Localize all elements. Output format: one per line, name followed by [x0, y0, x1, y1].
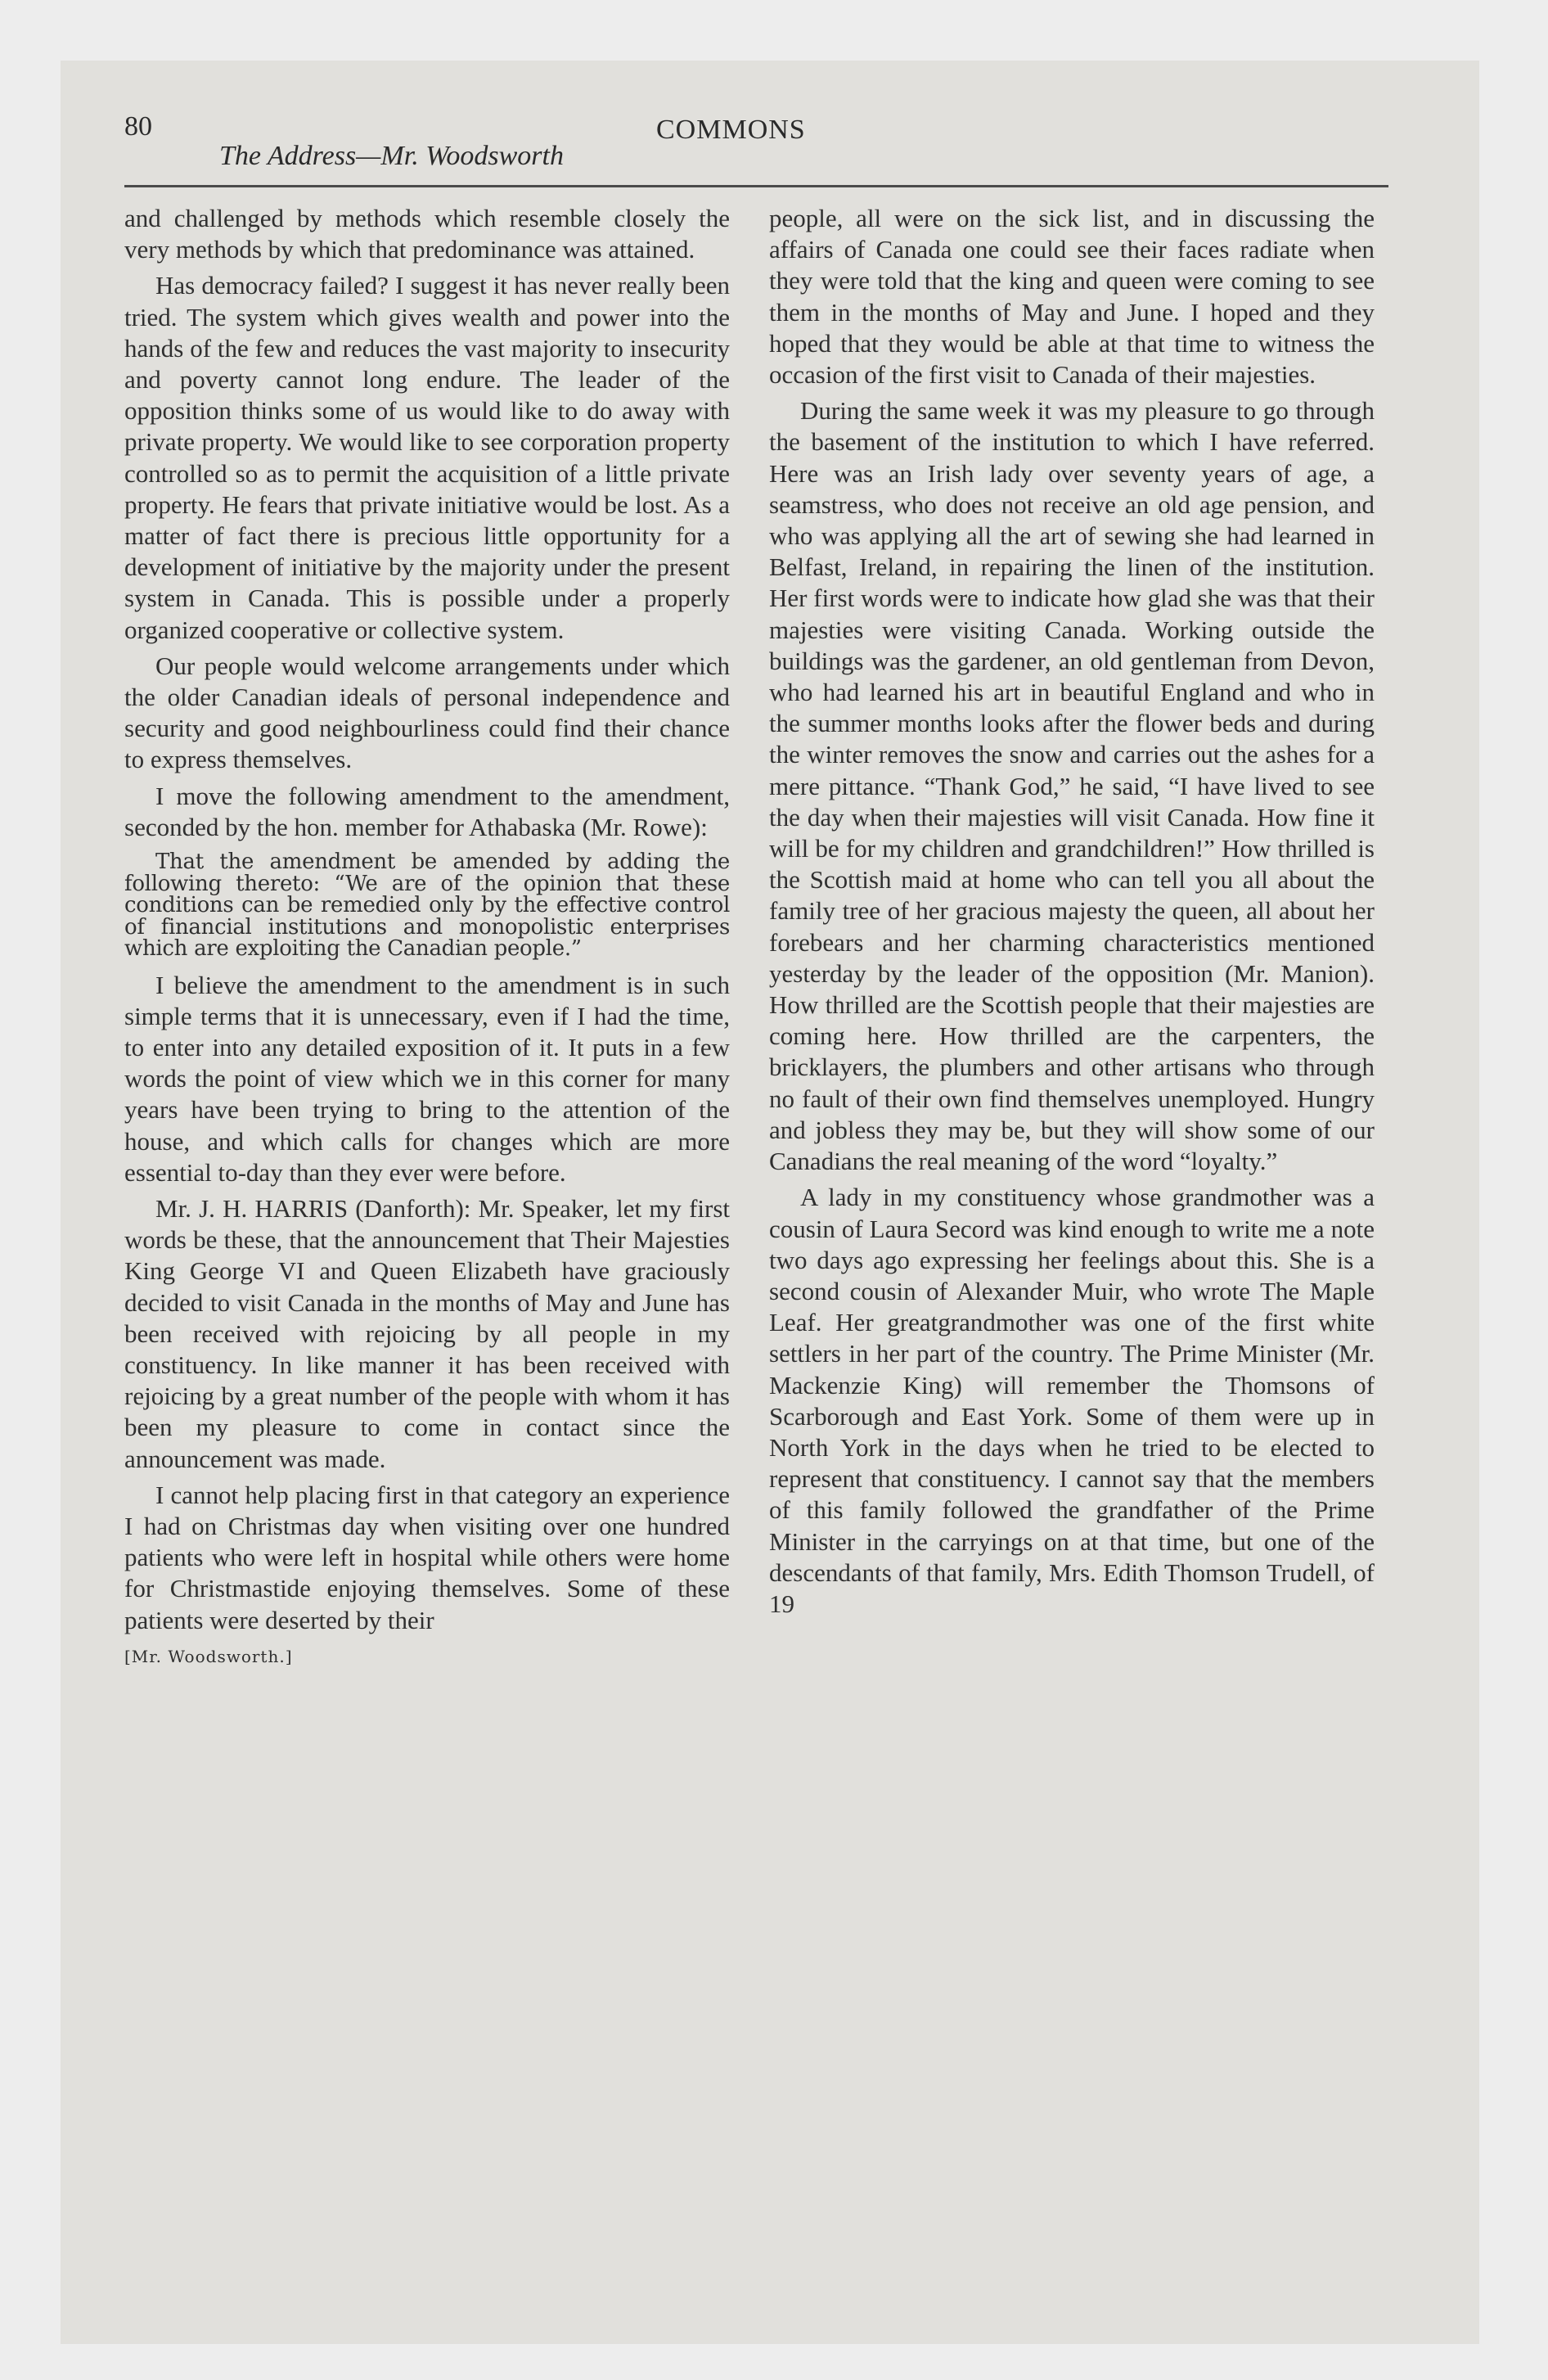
amendment-quote: That the amendment be amended by adding the following thereto: “We are of the opinion that these conditions can be remedied only by the effective control of financial institutions and monopolistic enterprises which are exploiting the Canadian people.”	[124, 850, 730, 962]
running-head: The Address—Mr. Woodsworth	[219, 141, 564, 171]
paragraph: A lady in my constituency whose grandmother was a cousin of Laura Secord was kind enough to write me a note two days ago expressing her feelings about this. She is a second cousin of Alexander Muir, who wrote The Maple Leaf. Her greatgrandmother was one of the first white settlers in her part of the country. The Prime Minister (Mr. Mackenzie King) will remember the Thomsons of Scarborough and East York. Some of them were up in North York in the days when he tried to be elected to represent that constituency. I cannot say that the members of this family followed the grandfather of the Prime Minister in the carryings on at that time, but one of the descendants of that family, Mrs. Edith Thomson Trudell, of 19	[769, 1183, 1375, 1618]
paragraph: people, all were on the sick list, and in discussing the affairs of Canada one could see their faces radiate when they were told that the king and queen were coming to see them in the months of May and June. I hoped and they hoped that they would be able at that time to witness the occasion of the first visit to Canada of their majesties.	[769, 204, 1375, 390]
page-header	[124, 106, 1388, 172]
paragraph: Mr. J. H. HARRIS (Danforth): Mr. Speaker, let my first words be these, that the announcement that Their Majesties King George VI and Queen Elizabeth have graciously decided to visit Canada in the months of May and June has been received with rejoicing by all people in my constituency. In like manner it has been received with rejoicing by a great number of the people with whom it has been my pleasure to come in contact since the announcement was made.	[124, 1193, 730, 1473]
paragraph: Has democracy failed? I suggest it has never really been tried. The system which gives wealth and power into the hands of the few and reduces the vast majority to insecurity and poverty cannot long endure. The leader of the opposition thinks some of us would like to do away with private property. We would like to see corporation property controlled so as to permit the acquisition of a little private property. He fears that private initiative would be lost. As a matter of fact there is precious little opportunity for a development of initiative by the majority under the present system in Canada. This is possible under a properly organized cooperative or collective system.	[124, 271, 730, 644]
left-column	[124, 203, 730, 1672]
paragraph: Our people would welcome arrangements under which the older Canadian ideals of personal independence and security and good neighbourliness could find their chance to express themselves.	[124, 651, 730, 774]
paragraph: I move the following amendment to the amendment, seconded by the hon. member for Athabaska (Mr. Rowe):	[124, 781, 730, 841]
paragraph: During the same week it was my pleasure to go through the basement of the institution to which I have referred. Here was an Irish lady over seventy years of age, a seamstress, who does not receive an old age pension, and who was applying all the art of sewing she had learned in Belfast, Ireland, in repairing the linen of the institution. Her first words were to indicate how glad she was that their majesties were visiting Canada. Working outside the buildings was the gardener, an old gentleman from Devon, who had learned his art in beautiful England and who in the summer months looks after the flower beds and during the winter removes the snow and carries out the ashes for a mere pittance. “Thank God,” he said, “I have lived to see the day when their majesties will visit Canada. How fine it will be for my children and grandchildren!” How thrilled is the Scottish maid at home who can tell you all about the family tree of her gracious majesty the queen, all about her forebears and her charming characteristics mentioned yesterday by the leader of the opposition (Mr. Manion). How thrilled are the Scottish people that their majesties are coming here. How thrilled are the carpenters, the bricklayers, the plumbers and other artisans who through no fault of their own find themselves unemployed. Hungry and jobless they may be, but they will show some of our Canadians the real meaning of the word “loyalty.”	[769, 396, 1375, 1176]
paragraph: I believe the amendment to the amendment is in such simple terms that it is unnecessary, even if I had the time, to enter into any detailed exposition of it. It puts in a few words the point of view which we in this corner for many years have been trying to bring to the attention of the house, and which calls for changes which are more essential to-day than they ever were before.	[124, 970, 730, 1187]
speaker-footer: [Mr. Woodsworth.]	[124, 1646, 293, 1666]
paragraph: and challenged by methods which resemble closely the very methods by which that predominance was attained.	[124, 204, 730, 264]
page-number: 80	[124, 111, 152, 142]
paragraph: I cannot help placing first in that category an experience I had on Christmas day when visiting over one hundred patients who were left in hospital while others were home for Christmastide enjoying themselves. Some of these patients were deserted by their	[124, 1480, 730, 1634]
section-title: COMMONS	[656, 115, 806, 145]
right-column	[769, 203, 1375, 1625]
header-rule	[124, 185, 1388, 187]
